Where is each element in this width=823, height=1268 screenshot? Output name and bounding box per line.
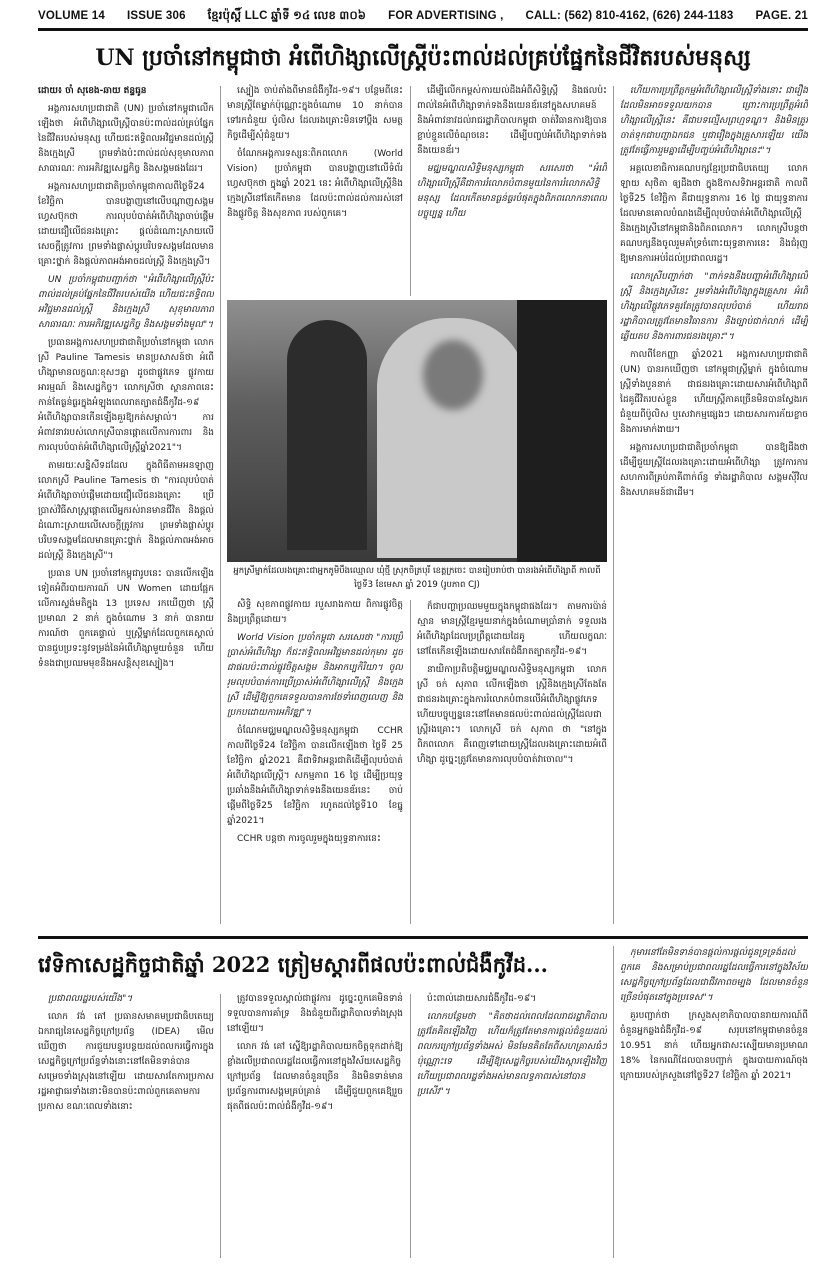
- call-label: CALL: (562) 810-4162, (626) 244-1183: [525, 10, 734, 22]
- column-rule: [410, 994, 411, 1258]
- article2-column-3: [417, 992, 607, 1260]
- paragraph: លោកបន្ថែមថា "គិតថាដល់ពេលដែលរាជរដ្ឋាភិបាលត្រូវតែគិតឡើងវិញ ហើយក៏ត្រូវតែមានការផ្ដល់ជំនួយដល់ពលករក្រៅប្រព័ន្ធទាំងអស់ មិនមែនគិតតែពីសហគ្រាសធំៗ ប៉ុណ្ណោះទេ ដើម្បីឱ្យសេដ្ឋកិច្ចរបស់យើងស្តារឡើងវិញ ហើយប្រជាពលរដ្ឋទាំងអស់មានលទ្ធភាពរស់នៅបានប្រសើរ"។: [417, 1012, 607, 1097]
- photo-figure-left: [287, 320, 367, 550]
- article1-column-3-bottom: [417, 600, 607, 926]
- article2-column-1: [38, 992, 214, 1260]
- article2-column-2: [227, 992, 403, 1260]
- page-number: PAGE. 21: [755, 10, 808, 22]
- article1-byline: ដោយ៖ ចាំ សុខេង-ឆាយ ឥន្ទធូន: [38, 86, 147, 96]
- section-divider: [38, 936, 808, 939]
- paragraph: នាយិកាប្រតិបត្តិមជ្ឈមណ្ឌលសិទ្ធិមនុស្សកម្ពុជា លោកស្រី ចក់ សុភាព លើកឡើងថា ស្ត្រីនិងក្មេងស្រីតែងតែជាជនរងគ្រោះក្នុងការរំលោភបំពានលើអំពើហិង្សាផ្លូវភេទ ហើយបច្ចុប្បន្ននេះនៅតែមានផលប៉ះពាល់ដល់ស្ត្រីដែលជាស្ត្រីរងគ្រោះ។ លោកស្រី ចក់ សុភាព ថា "នៅក្នុងពិភពលោក គឺពេញទៅដោយស្ត្រីដែលរងគ្រោះដោយអំពើហិង្សា ដូច្នេះត្រូវតែមានការលុបបំបាត់វាចោល"។: [417, 665, 607, 765]
- volume-label: VOLUME 14: [38, 10, 105, 22]
- article1-column-4: [620, 84, 808, 926]
- paragraph: តាមរយៈសន្និសីទដដែល ក្នុងពិធីតាមអនឡាញ លោកស្រី Pauline Tamesis ថា "ការលុបបំបាត់អំពើហិង្សាចាប់ផ្ដើមដោយជឿលើជនរងគ្រោះ ប្រើប្រាស់វិធីសាស្រ្តផ្ដោតលើអ្នករស់រានមានជីវិត និងផ្តល់ដំណោះស្រាយលើសេចក្ដីត្រូវការ ព្រមទាំងផ្លាស់ប្តូរបរិបទសង្គមដែលមានគ្រោះថ្នាក់ និងផ្តល់ភាពអង់អាចដល់ស្ត្រី និងក្មេងស្រី"។: [38, 461, 214, 561]
- article1-column-2-bottom: [227, 598, 403, 926]
- article2-column-4: [620, 946, 808, 1260]
- article1-column-2-top: [227, 84, 403, 296]
- paragraph: អង្គការសហប្រជាជាតិ (UN) ប្រចាំនៅកម្ពុជាលើកឡើងថា អំពើហិង្សាលើស្ត្រីបានប៉ះពាល់ដល់គ្រប់ផ្នែកនៃជីវិតរបស់មនុស្ស ហើយជះឥទ្ធិពលអវិជ្ជមានដល់ស្ត្រី និងក្មេងស្រី ព្រមទាំងប៉ះពាល់ដល់សុខុមាលភាពសាធារណៈ ការអភិវឌ្ឍសេដ្ឋកិច្ច និងសង្គមផងដែរ។: [38, 104, 214, 174]
- column-rule: [220, 86, 221, 924]
- paragraph: ប្រធាន UN ប្រចាំនៅកម្ពុជារូបនេះ បានលើកឡើងទៀតអំពីរបាយការណ៍ UN Women ដោយផ្អែកលើការស្ទង់មតិក្នុង 13 ប្រទេស រកឃើញថា ស្ត្រីប្រមាណ 2 នាក់ ក្នុងចំណោម 3 នាក់ បានរាយការណ៍ថា ពួកគេផ្ទាល់ ឬស្ត្រីម្នាក់ដែលពួកគេស្គាល់ បានជួបប្រទះនូវទម្រង់នៃអំពើហិង្សាមួយចំនួន ហើយទំនងជាប្រឈមមុខនឹងអសន្តិសុខស្បៀង។: [38, 569, 214, 669]
- column-rule: [220, 994, 221, 1258]
- paragraph: កុមារនៅតែមិនទាន់បានផ្ដល់ការផ្ដល់ជូនទ្រទ្រង់ដល់ពួកគេ និងសម្រាប់ប្រជាពលរដ្ឋដែលធ្វើការនៅក្នុងវិស័យសេដ្ឋកិច្ចក្រៅប្រព័ន្ធដែលជាជីវភាពចម្បង ដែលមានចំនួនច្រើនបំផុតនៅក្នុងប្រទេស"។: [620, 948, 808, 1003]
- paragraph: ចំណែកអង្គការទស្សនៈពិភពលោក (World Vision) ប្រចាំកម្ពុជា បានបង្ហាញនៅលើទំព័រហ្វេសប៊ុកថា ក្នុងឆ្នាំ 2021 នេះ អំពើហិង្សាលើស្ត្រីនិងក្មេងស្រីនៅតែកើតមាន ដែលប៉ះពាល់ដល់ការរស់នៅ និងផ្លូវចិត្ត និងសុខភាព របស់ពួកគេ។: [227, 149, 403, 219]
- column-rule: [613, 86, 614, 924]
- paragraph: លោក វង់ គៅ ស្នើឱ្យរដ្ឋាភិបាលយកចិត្តទុកដាក់ឱ្យខ្លាំងលើប្រជាពលរដ្ឋដែលធ្វើការនៅក្នុងវិស័យសេដ្ឋកិច្ចក្រៅប្រព័ន្ធ ដែលមានចំនួនច្រើន និងមិនទាន់មានប្រព័ន្ធការពារសង្គមគ្រប់គ្រាន់ ដើម្បីជួយពួកគេឱ្យរួចផុតពីផលប៉ះពាល់ជំងឺកូវីដ-១៩។: [227, 1042, 403, 1112]
- paragraph: លោក វង់ គៅ ប្រធានសមាគមប្រជាធិបតេយ្យឯករាជ្យនៃសេដ្ឋកិច្ចក្រៅប្រព័ន្ធ (IDEA) មើលឃើញថា ការជួយបន្ធូរបន្ថយដល់ពលករធ្វើការក្នុងសេដ្ឋកិច្ចក្រៅប្រព័ន្ធទាំងនោះនៅតែមិនទាន់បានសម្រេចទាំងស្រុងនៅឡើយ ដោយសារតែការប្រកាសរដ្ឋអាជ្ញាធរទាំងនោះមិនបានប៉ះពាល់ពួកគេតាមការប្រកាស ខណៈពេលទាំងនោះ: [38, 1012, 214, 1112]
- paragraph: ប៉ះពាល់ដោយសារជំងឺកូវីដ-១៩។: [427, 994, 537, 1004]
- article1-headline: UN ប្រចាំនៅកម្ពុជាថា អំពើហិង្សាលើស្ត្រីប៉ះពាល់ដល់គ្រប់ផ្នែកនៃជីវិតរបស់មនុស្ស: [95, 45, 751, 71]
- paragraph: ក៏ជាបញ្ហាប្រឈមមួយក្នុងកម្ពុជាផងដែរ។ តាមការប៉ាន់ស្មាន មានស្ត្រីខ្មែរមួយនាក់ក្នុងចំណោមប្រាំនាក់ ទទួលរងអំពើហិង្សាដែលប្រព្រឹត្តដោយដៃគូ ហើយលក្ខណៈនៅតែកើនឡើងដោយសារតែជំងឺរាតត្បាតកូវីដ-១៩។: [417, 602, 607, 657]
- article2-headline: វេទិកាសេដ្ឋកិច្ចជាតិឆ្នាំ 2022 ត្រៀមស្ដារពីផលប៉ះពាល់ជំងឺកូវីដ...: [38, 952, 548, 977]
- paragraph: ប្រជាពលរដ្ឋរបស់យើង"។: [48, 994, 133, 1004]
- paragraph: ហើយការប្រព្រឹត្តកម្មអំពើហិង្សាលើស្ត្រីទាំងនោះ ជារឿងដែលមិនអាចទទួលយកបាន ព្រោះការប្រព្រឹត្តអំពើហិង្សាលើស្ត្រីនេះ គឺជាបទល្មើសព្រហ្មទណ្ឌ។ និងមិនត្រូវចាត់ទុកជាបញ្ហាឯកជន ឬជារឿងក្នុងគ្រួសារឡើយ យើងត្រូវតែធ្វើការរួមគ្នាដើម្បីបញ្ចប់អំពើហិង្សានេះ"។: [620, 86, 808, 156]
- paragraph: ដើម្បីលើកកម្ពស់ការយល់ដឹងអំពីសិទ្ធិស្ត្រី និងផលប៉ះពាល់នៃអំពើហិង្សាទាក់ទងនឹងយេនឌ័រនៅក្នុងសហគមន៍ និងអំពាវនាវដល់រាជរដ្ឋាភិបាលកម្ពុជា ចាត់វិធានការឱ្យបានខ្លាប់ខ្ជួនលើចំណុចនេះ ដើម្បីបញ្ចប់អំពើហិង្សាទាក់ទងនឹងយេនឌ័រ។: [417, 86, 607, 156]
- paragraph: កាលពីខែកញ្ញា ឆ្នាំ2021 អង្គការសហប្រជាជាតិ (UN) បានរកឃើញថា នៅកម្ពុជាស្ត្រីម្នាក់ ក្នុងចំណោមស្ត្រីទាំងបួននាក់ ជាជនរងគ្រោះដោយសារអំពើហិង្សាពីដៃគូជីវិតរបស់ខ្លួន ហើយស្ត្រីភាគច្រើនមិនបានស្វែងរកជំនួយពីប៉ូលិស ឬសេវាកម្មផ្សេងៗ ដោយសារការភ័យខ្លាច និងការមាក់ងាយ។: [620, 350, 808, 435]
- article1-photo: [227, 300, 607, 562]
- paragraph: CCHR បន្តថា ការចូលរួមក្នុងយុទ្ធនាការនេះ: [237, 834, 381, 844]
- advertising-label: FOR ADVERTISING ,: [388, 10, 504, 22]
- paragraph: World Vision ប្រចាំកម្ពុជា សរសេរថា "ការប្រើប្រាស់អំពើហិង្សា ក៏ជះឥទ្ធិពលអវិជ្ជមានដល់កុមារ ដូចជាផលប៉ះពាល់ផ្លូវចិត្តសង្គម និងអាកប្បកិរិយា។ ចូលរួមលុបបំបាត់ការប្រើប្រាស់អំពើហិង្សាលើស្ត្រី និងក្មេងស្រី ដើម្បីឱ្យពួកគេទទួលបានការថែទាំពេញលេញ និងប្រកបដោយការអភិវឌ្ឍ"។: [227, 633, 403, 718]
- paragraph: អង្គការសហប្រជាជាតិប្រចាំកម្ពុជាកាលពីថ្ងៃទី24 ខែវិច្ឆិកា បានបង្ហាញនៅលើបណ្ដាញសង្គមហ្វេសប៊ុកថា ការលុបបំបាត់អំពើហិង្សាចាប់ផ្ដើមដោយជឿលើជនរងគ្រោះ ផ្តល់ដំណោះស្រាយលើសេចក្ដីត្រូវការ ព្រមទាំងផ្លាស់ប្តូរបរិបទសង្គមដែលមានគ្រោះថ្នាក់ និងផ្តល់ភាពអង់អាចដល់ស្ត្រី និងក្មេងស្រី។: [38, 182, 214, 267]
- paper-name: ខ្មែរប៉ុស្ដិ៍ LLC ឆ្នាំទី ១៤ លេខ ៣០៦: [207, 9, 367, 22]
- article1-column-1: [38, 84, 214, 924]
- column-rule: [410, 86, 411, 296]
- paragraph: សិទ្ធិ សុខភាពផ្លូវកាយ របួសរាងកាយ ពិការផ្លូវចិត្ត និងប្រព្រឹត្តដោយ។: [227, 600, 403, 625]
- issue-label: ISSUE 306: [126, 10, 186, 22]
- paragraph: UN ប្រចាំកម្ពុជាបញ្ជាក់ថា "អំពើហិង្សាលើស្ត្រីប៉ះពាល់ដល់គ្រប់ផ្នែកនៃជីវិតរបស់យើង ហើយជះឥទ្ធិពលអវិជ្ជមានដល់ស្ត្រី និងក្មេងស្រី សុខុមាលភាពសាធារណៈ ការអភិវឌ្ឍសេដ្ឋកិច្ច និងសង្គមទាំងមូល"។: [38, 275, 214, 330]
- paragraph: មជ្ឈមណ្ឌលសិទ្ធិមនុស្សកម្ពុជា សរសេរថា "អំពើហិង្សាលើស្ត្រីគឺជាការរំលោភបំពានមួយនៃការរំលោភសិទ្ធិមនុស្ស ដែលកើតមានធ្ងន់ធ្ងរបំផុតក្នុងពិភពលោកនាពេលបច្ចុប្បន្ន ហើយ: [417, 164, 607, 219]
- paragraph: អគ្គលេខាធិការគណបក្សខ្មែរប្រជាធិបតេយ្យ លោក ឡាយ សុថិតា ឲ្យដឹងថា ក្នុងឱកាសទិវាអន្តរជាតិ កាលពីថ្ងៃទី25 ខែវិច្ឆិកា គឺជាយុទ្ធនាការ 16 ថ្ងៃ ជាយុទ្ធនាការដែលមានគោលបំណងដើម្បីលុបបំបាត់អំពើហិង្សាលើស្ត្រី និងក្មេងស្រីនៅកម្ពុជានិងពិភពលោក។ លោកស្រីបន្តថា គណបក្សនឹងចូលរួមគាំទ្រចំពោះយុទ្ធនាការនេះ និងជំរុញឱ្យមានការអប់រំដល់ប្រជាពលរដ្ឋ។: [620, 164, 808, 264]
- photo-blurred-face: [423, 340, 483, 410]
- column-rule: [613, 946, 614, 1258]
- article1-column-3-top: [417, 84, 607, 296]
- paragraph: ប្រធានអង្គការសហប្រជាជាតិប្រចាំនៅកម្ពុជា លោកស្រី Pauline Tamesis មានប្រសាសន៍ថា អំពើហិង្សាមានលក្ខណៈខុសៗគ្នា ដូចជាផ្លូវភេទ ផ្លូវកាយ អារម្មណ៍ និងសេដ្ឋកិច្ច។ លោកស្រីថា ស្ថានភាពនេះកាន់តែធ្ងន់ធ្ងរក្នុងអំឡុងពេលរាតត្បាតជំងឺកូវីដ-១៩ អំពើហិង្សាបានកើនឡើងគួរឱ្យកត់សម្គាល់។ ការអំពាវនាវរបស់លោកស្រីបានផ្ដោតលើការការពារ និងការលុបបំបាត់អំពើហិង្សាលើស្ត្រីឆ្នាំ2021"។: [38, 338, 214, 453]
- paragraph: អង្គការសហប្រជាជាតិប្រចាំកម្ពុជា បានឱ្យដឹងថា ដើម្បីជួយស្ត្រីដែលរងគ្រោះដោយអំពើហិង្សា ត្រូវការការសហការពីគ្រប់ភាគីពាក់ព័ន្ធ ទាំងរដ្ឋាភិបាល សង្គមស៊ីវិល និងសហគមន៍ជាដើម។: [620, 443, 808, 498]
- paragraph: ស្បៀង ចាប់តាំងពីមានជំងឺកូវីដ-១៩។ បន្ថែមពីនេះ មានស្ត្រីតែម្នាក់ប៉ុណ្ណោះក្នុងចំណោម 10 នាក់បានទៅរកជំនួយ ប៉ូលិស ដែលរងគ្រោះមិនទៅប្តឹង សមត្ថកិច្ចដើម្បីសុំជំនួយ។: [227, 86, 403, 141]
- paragraph: លោកស្រីបញ្ជាក់ថា "ពាក់ទងនឹងបញ្ហាអំពើហិង្សាលើស្ត្រី និងក្មេងស្រីនេះ រួមទាំងអំពើហិង្សាក្នុងគ្រួសារ អំពើហិង្សាលើផ្លូវភេទគួរតែត្រូវបានលុបបំបាត់ ហើយរាជរដ្ឋាភិបាលត្រូវតែមានវិធានការ និងច្បាប់ជាក់លាក់ ដើម្បីឆ្លើយតប និងការពារជនរងគ្រោះ"។: [620, 272, 808, 342]
- masthead: [38, 4, 808, 31]
- paragraph: ចំណែកមជ្ឈមណ្ឌលសិទ្ធិមនុស្សកម្ពុជា CCHR កាលពីថ្ងៃទី24 ខែវិច្ឆិកា បានលើកឡើងថា ថ្ងៃទី 25 ខែវិច្ឆិកា ឆ្នាំ2021 គឺជាទិវាអន្តរជាតិដើម្បីលុបបំបាត់អំពើហិង្សាលើស្ត្រី។ សកម្មភាព 16 ថ្ងៃ ដើម្បីប្រយុទ្ធប្រឆាំងនឹងអំពើហិង្សាទាក់ទងនឹងយេនឌ័រនេះ ចាប់ផ្តើមពីថ្ងៃទី25 ខែវិច្ឆិកា រហូតដល់ថ្ងៃទី10 ខែធ្នូ ឆ្នាំ2021។: [227, 726, 403, 826]
- paragraph: គួរបញ្ជាក់ថា ក្រសួងសុខាភិបាលបានរាយការណ៍ពីចំនួនអ្នកឆ្លងជំងឺកូវីដ-១៩ សរុបនៅកម្ពុជាមានចំនួន 10.951 នាក់ ហើយអ្នកជាសះស្បើយមានប្រមាណ 18% នៃករណីដែលបានបញ្ជាក់ ក្នុងរបាយការណ៍ចុងក្រោយរបស់ក្រសួងនៅថ្ងៃទី27 ខែវិច្ឆិកា ឆ្នាំ 2021។: [620, 1011, 808, 1081]
- paragraph: ត្រូវបានទទួលស្គាល់ជាផ្លូវការ ដូច្នេះពួកគេមិនទាន់ទទួលបានការគាំទ្រ និងជំនួយពីរដ្ឋាភិបាលទាំងស្រុងនៅឡើយ។: [227, 994, 403, 1034]
- photo-background-right: [517, 300, 607, 562]
- column-rule: [410, 600, 411, 924]
- photo-caption: អ្នកស្រីម្នាក់ដែលរងគ្រោះជាអ្នកភូមិបឹងឈ្មោល ឃុំថ្មី ស្រុកចិត្របុរី ខេត្តក្រចេះ បានរៀបរាប់ថា បានរងអំពើហិង្សាពី កាលពីថ្ងៃទី3 ខែមេសា ឆ្នាំ 2019 (រូបភាព CJ): [233, 566, 601, 590]
